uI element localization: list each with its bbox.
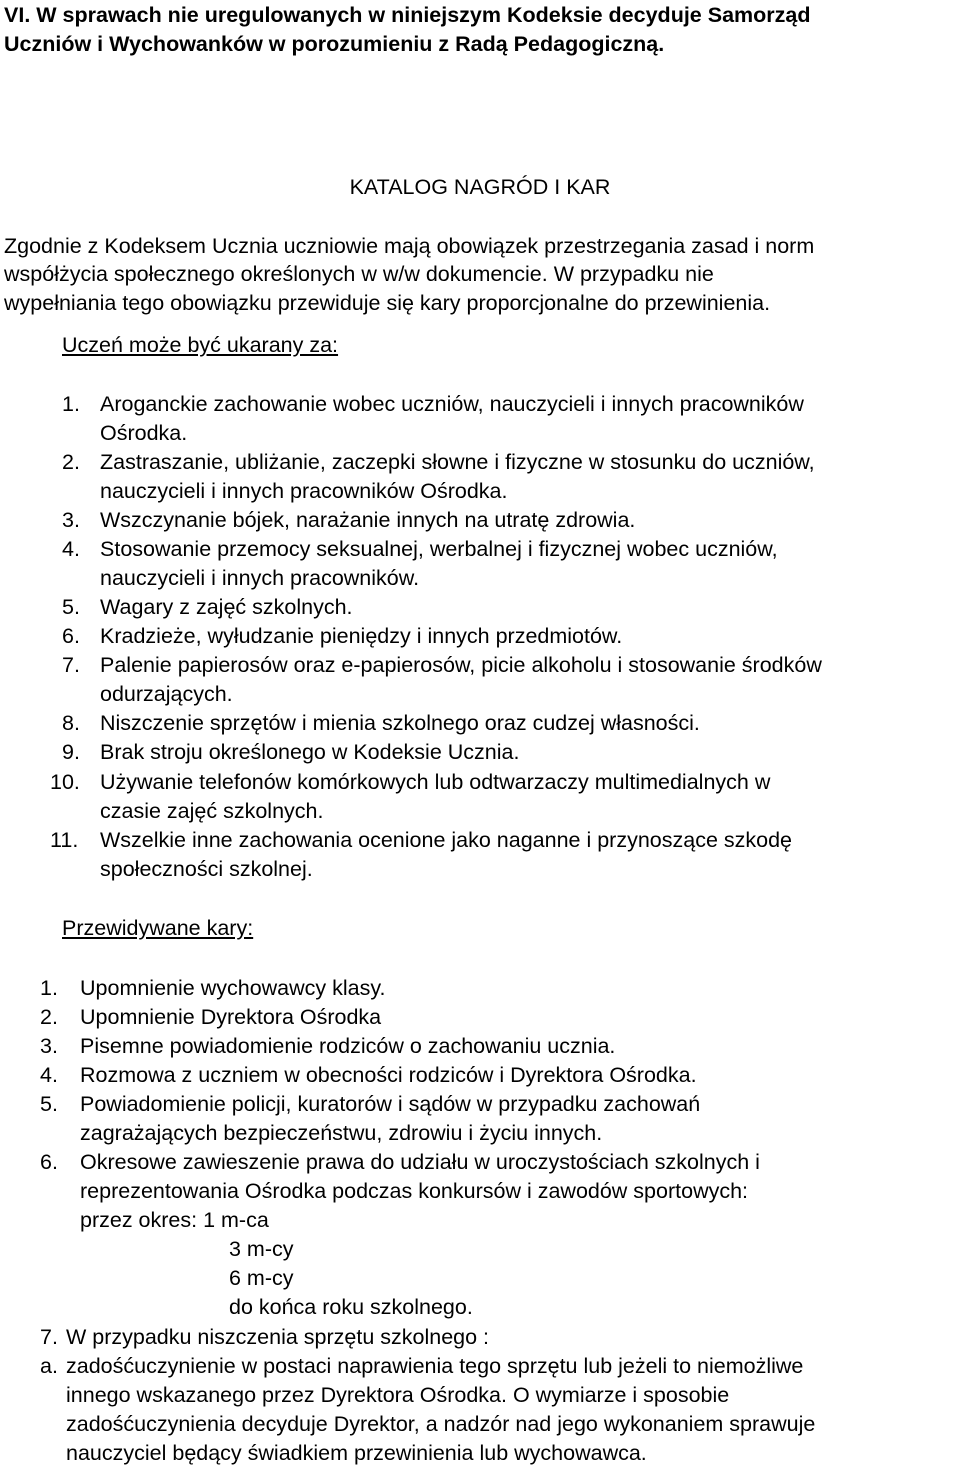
offense-number: 10. xyxy=(50,770,80,794)
penalty-text: Upomnienie wychowawcy klasy. xyxy=(80,976,386,1000)
penalty-number: 2. xyxy=(40,1005,58,1029)
offenses-heading: Uczeń może być ukarany za: xyxy=(62,333,339,357)
penalties-heading: Przewidywane kary: xyxy=(62,916,254,940)
offense-number: 11. xyxy=(50,828,79,852)
offense-text: Niszczenie sprzętów i mienia szkolnego oraz cudzej własności. xyxy=(100,711,700,735)
offense-number: 7. xyxy=(62,653,80,677)
offense-number: 6. xyxy=(62,624,80,648)
penalty-text: zagrażających bezpieczeństwu, zdrowiu i życiu innych. xyxy=(80,1121,603,1145)
subitem-text: innego wskazanego przez Dyrektora Ośrodka. O wymiarze i sposobie xyxy=(66,1383,730,1407)
offense-text: społeczności szkolnej. xyxy=(100,857,313,881)
catalog-title: KATALOG NAGRÓD I KAR xyxy=(349,175,611,199)
section-vi-line-1: VI. W sprawach nie uregulowanych w niniejszym Kodeksie decyduje Samorząd xyxy=(4,3,811,27)
period-option: do końca roku szkolnego. xyxy=(229,1295,473,1319)
offense-number: 5. xyxy=(62,595,80,619)
offense-text: nauczycieli i innych pracowników Ośrodka. xyxy=(100,479,508,503)
offense-text: odurzających. xyxy=(100,682,233,706)
offense-text: Brak stroju określonego w Kodeksie Ucznia. xyxy=(100,740,520,764)
offense-text: Ośrodka. xyxy=(100,421,188,445)
offense-number: 2. xyxy=(62,450,80,474)
section-vi-line-2: Uczniów i Wychowanków w porozumieniu z Radą Pedagogiczną. xyxy=(4,32,665,56)
penalty-text: Okresowe zawieszenie prawa do udziału w uroczystościach szkolnych i xyxy=(80,1150,760,1174)
offense-text: Kradzieże, wyłudzanie pieniędzy i innych przedmiotów. xyxy=(100,624,623,648)
penalty-number: 7. xyxy=(40,1325,58,1349)
offense-text: Stosowanie przemocy seksualnej, werbalnej i fizycznej wobec uczniów, xyxy=(100,537,778,561)
penalty-text: Powiadomienie policji, kuratorów i sądów w przypadku zachowań xyxy=(80,1092,701,1116)
penalty-number: 6. xyxy=(40,1150,58,1174)
offense-text: Wszelkie inne zachowania ocenione jako naganne i przynoszące szkodę xyxy=(100,828,792,852)
subitem-letter: a. xyxy=(40,1354,58,1378)
offense-text: Aroganckie zachowanie wobec uczniów, nauczycieli i innych pracowników xyxy=(100,392,804,416)
offense-text: Wszczynanie bójek, narażanie innych na utratę zdrowia. xyxy=(100,508,636,532)
offense-number: 1. xyxy=(62,392,80,416)
penalty-text: reprezentowania Ośrodka podczas konkursów i zawodów sportowych: xyxy=(80,1179,749,1203)
offense-text: nauczycieli i innych pracowników. xyxy=(100,566,420,590)
offense-number: 3. xyxy=(62,508,80,532)
offense-number: 9. xyxy=(62,740,80,764)
period-option: 6 m-cy xyxy=(229,1266,294,1290)
penalty-text: Pisemne powiadomienie rodziców o zachowaniu ucznia. xyxy=(80,1034,616,1058)
penalty-number: 5. xyxy=(40,1092,58,1116)
period-label: przez okres: 1 m-ca xyxy=(80,1208,269,1232)
penalty-number: 1. xyxy=(40,976,58,1000)
subitem-text: zadośćuczynienie w postaci naprawienia tego sprzętu lub jeżeli to niemożliwe xyxy=(66,1354,804,1378)
offense-text: Palenie papierosów oraz e-papierosów, picie alkoholu i stosowanie środków xyxy=(100,653,822,677)
penalty-text: W przypadku niszczenia sprzętu szkolnego : xyxy=(66,1325,490,1349)
penalty-number: 3. xyxy=(40,1034,58,1058)
intro-line-2: współżycia społecznego określonych w w/w dokumencie. W przypadku nie xyxy=(4,262,714,286)
subitem-text: zadośćuczynienia decyduje Dyrektor, a nadzór nad jego wykonaniem sprawuje xyxy=(66,1412,816,1436)
penalty-text: Upomnienie Dyrektora Ośrodka xyxy=(80,1005,382,1029)
intro-line-3: wypełniania tego obowiązku przewiduje się kary proporcjonalne do przewinienia. xyxy=(4,291,771,315)
intro-line-1: Zgodnie z Kodeksem Ucznia uczniowie mają obowiązek przestrzegania zasad i norm xyxy=(4,234,815,258)
offense-text: czasie zajęć szkolnych. xyxy=(100,799,324,823)
offense-text: Wagary z zajęć szkolnych. xyxy=(100,595,353,619)
offense-number: 4. xyxy=(62,537,80,561)
offense-text: Zastraszanie, ubliżanie, zaczepki słowne i fizyczne w stosunku do uczniów, xyxy=(100,450,815,474)
penalty-number: 4. xyxy=(40,1063,58,1087)
subitem-text: nauczyciel będący świadkiem przewinienia lub wychowawca. xyxy=(66,1441,647,1465)
offense-number: 8. xyxy=(62,711,80,735)
period-option: 3 m-cy xyxy=(229,1237,294,1261)
penalty-text: Rozmowa z uczniem w obecności rodziców i Dyrektora Ośrodka. xyxy=(80,1063,697,1087)
offense-text: Używanie telefonów komórkowych lub odtwarzaczy multimedialnych w xyxy=(100,770,771,794)
